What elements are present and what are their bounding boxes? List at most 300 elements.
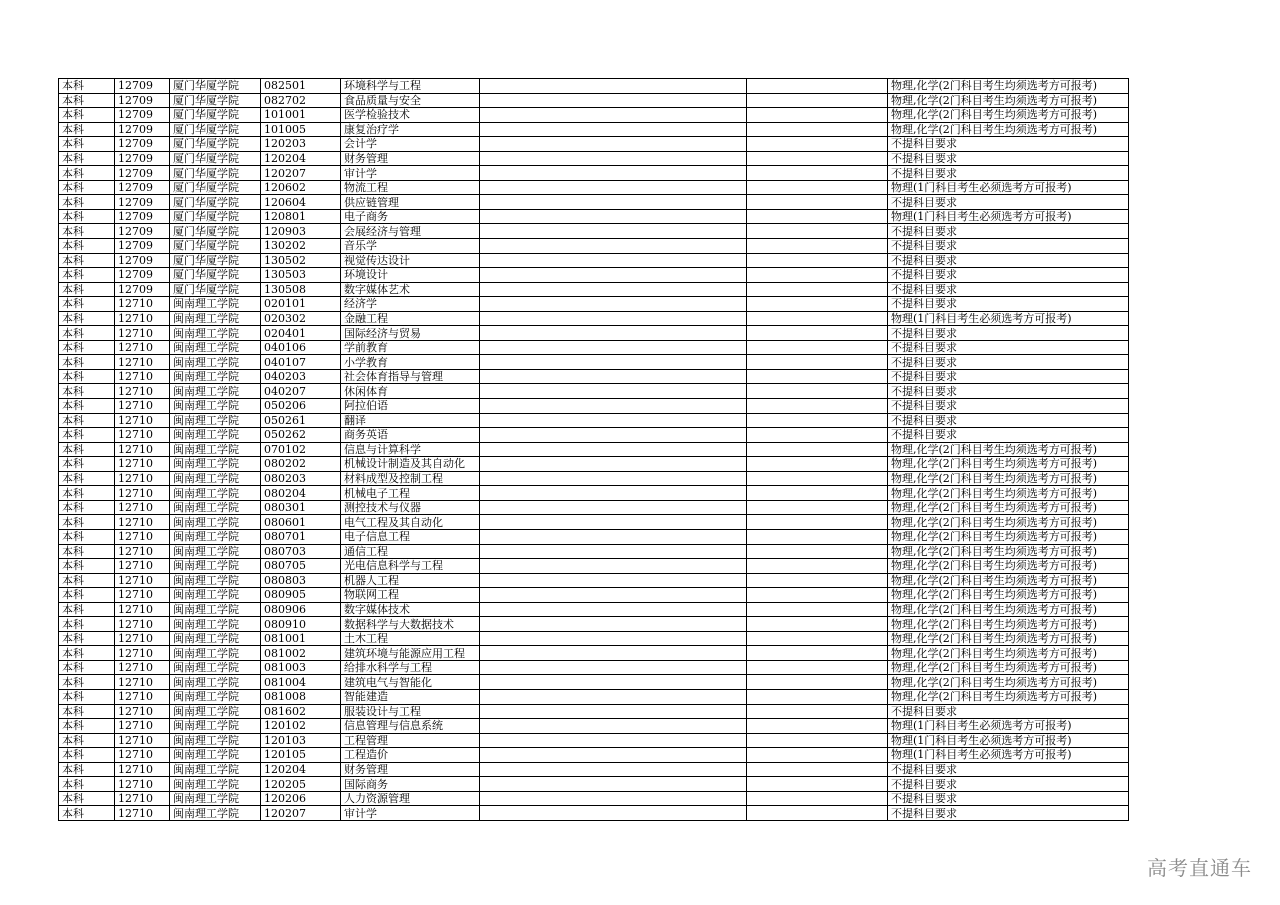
major-code-cell: 081001 bbox=[261, 631, 341, 646]
school-code-cell: 12710 bbox=[115, 311, 170, 326]
blank-cell bbox=[480, 777, 747, 792]
school-name-cell: 闽南理工学院 bbox=[170, 326, 261, 341]
level-cell: 本科 bbox=[59, 631, 115, 646]
school-code-cell: 12710 bbox=[115, 515, 170, 530]
school-name-cell: 闽南理工学院 bbox=[170, 355, 261, 370]
table-row bbox=[59, 428, 1129, 443]
school-name-cell: 闽南理工学院 bbox=[170, 660, 261, 675]
school-name-cell: 厦门华厦学院 bbox=[170, 268, 261, 283]
table-row bbox=[59, 195, 1129, 210]
blank-cell bbox=[480, 297, 747, 312]
major-code-cell: 080301 bbox=[261, 500, 341, 515]
major-code-cell: 081602 bbox=[261, 704, 341, 719]
school-code-cell: 12710 bbox=[115, 617, 170, 632]
table-row bbox=[59, 253, 1129, 268]
school-name-cell: 闽南理工学院 bbox=[170, 471, 261, 486]
blank-cell bbox=[747, 108, 888, 123]
blank-cell bbox=[747, 544, 888, 559]
level-cell: 本科 bbox=[59, 515, 115, 530]
table-row bbox=[59, 180, 1129, 195]
table-row bbox=[59, 471, 1129, 486]
table-row bbox=[59, 137, 1129, 152]
blank-cell bbox=[480, 79, 747, 94]
school-name-cell: 闽南理工学院 bbox=[170, 544, 261, 559]
major-code-cell: 080701 bbox=[261, 529, 341, 544]
subject-requirement-cell: 不提科目要求 bbox=[888, 777, 1129, 792]
level-cell: 本科 bbox=[59, 544, 115, 559]
subject-requirement-cell: 不提科目要求 bbox=[888, 151, 1129, 166]
blank-cell bbox=[747, 675, 888, 690]
table-row bbox=[59, 748, 1129, 763]
subject-requirement-cell: 不提科目要求 bbox=[888, 704, 1129, 719]
blank-cell bbox=[480, 529, 747, 544]
level-cell: 本科 bbox=[59, 340, 115, 355]
subject-requirement-cell: 不提科目要求 bbox=[888, 239, 1129, 254]
level-cell: 本科 bbox=[59, 122, 115, 137]
subject-requirement-cell: 物理,化学(2门科目考生均须选考方可报考) bbox=[888, 500, 1129, 515]
subject-requirement-cell: 物理,化学(2门科目考生均须选考方可报考) bbox=[888, 486, 1129, 501]
blank-cell bbox=[480, 311, 747, 326]
table-row bbox=[59, 500, 1129, 515]
major-code-cell: 080703 bbox=[261, 544, 341, 559]
school-code-cell: 12710 bbox=[115, 457, 170, 472]
major-code-cell: 040207 bbox=[261, 384, 341, 399]
school-code-cell: 12709 bbox=[115, 137, 170, 152]
table-row bbox=[59, 791, 1129, 806]
major-code-cell: 040203 bbox=[261, 369, 341, 384]
major-name-cell: 音乐学 bbox=[341, 239, 480, 254]
school-name-cell: 闽南理工学院 bbox=[170, 457, 261, 472]
school-name-cell: 闽南理工学院 bbox=[170, 297, 261, 312]
table-row bbox=[59, 326, 1129, 341]
blank-cell bbox=[747, 355, 888, 370]
major-name-cell: 机械设计制造及其自动化 bbox=[341, 457, 480, 472]
major-code-cell: 080906 bbox=[261, 602, 341, 617]
blank-cell bbox=[747, 719, 888, 734]
major-name-cell: 财务管理 bbox=[341, 762, 480, 777]
blank-cell bbox=[480, 399, 747, 414]
subject-requirement-cell: 不提科目要求 bbox=[888, 806, 1129, 821]
level-cell: 本科 bbox=[59, 326, 115, 341]
table-row bbox=[59, 806, 1129, 821]
school-name-cell: 闽南理工学院 bbox=[170, 602, 261, 617]
school-code-cell: 12710 bbox=[115, 631, 170, 646]
level-cell: 本科 bbox=[59, 209, 115, 224]
blank-cell bbox=[747, 195, 888, 210]
blank-cell bbox=[747, 399, 888, 414]
blank-cell bbox=[480, 602, 747, 617]
blank-cell bbox=[480, 471, 747, 486]
major-code-cell: 082501 bbox=[261, 79, 341, 94]
level-cell: 本科 bbox=[59, 399, 115, 414]
blank-cell bbox=[747, 224, 888, 239]
major-name-cell: 经济学 bbox=[341, 297, 480, 312]
blank-cell bbox=[747, 617, 888, 632]
major-name-cell: 智能建造 bbox=[341, 689, 480, 704]
subject-requirement-cell: 不提科目要求 bbox=[888, 384, 1129, 399]
table-row bbox=[59, 588, 1129, 603]
major-name-cell: 康复治疗学 bbox=[341, 122, 480, 137]
blank-cell bbox=[747, 239, 888, 254]
blank-cell bbox=[747, 180, 888, 195]
subject-requirement-cell: 物理,化学(2门科目考生均须选考方可报考) bbox=[888, 457, 1129, 472]
subject-requirement-cell: 不提科目要求 bbox=[888, 253, 1129, 268]
subject-requirement-cell: 物理(1门科目考生必须选考方可报考) bbox=[888, 180, 1129, 195]
blank-cell bbox=[480, 137, 747, 152]
major-code-cell: 130503 bbox=[261, 268, 341, 283]
school-name-cell: 厦门华厦学院 bbox=[170, 137, 261, 152]
school-name-cell: 闽南理工学院 bbox=[170, 340, 261, 355]
school-name-cell: 厦门华厦学院 bbox=[170, 195, 261, 210]
blank-cell bbox=[747, 122, 888, 137]
school-code-cell: 12709 bbox=[115, 268, 170, 283]
level-cell: 本科 bbox=[59, 311, 115, 326]
subject-requirement-cell: 不提科目要求 bbox=[888, 791, 1129, 806]
blank-cell bbox=[480, 719, 747, 734]
level-cell: 本科 bbox=[59, 442, 115, 457]
school-code-cell: 12710 bbox=[115, 748, 170, 763]
major-code-cell: 081004 bbox=[261, 675, 341, 690]
major-name-cell: 医学检验技术 bbox=[341, 108, 480, 123]
school-code-cell: 12710 bbox=[115, 529, 170, 544]
major-name-cell: 建筑电气与智能化 bbox=[341, 675, 480, 690]
school-name-cell: 闽南理工学院 bbox=[170, 369, 261, 384]
school-name-cell: 闽南理工学院 bbox=[170, 588, 261, 603]
school-code-cell: 12709 bbox=[115, 93, 170, 108]
school-code-cell: 12710 bbox=[115, 399, 170, 414]
blank-cell bbox=[480, 239, 747, 254]
subject-requirement-cell: 不提科目要求 bbox=[888, 297, 1129, 312]
blank-cell bbox=[480, 151, 747, 166]
major-code-cell: 120207 bbox=[261, 806, 341, 821]
blank-cell bbox=[480, 762, 747, 777]
blank-cell bbox=[747, 93, 888, 108]
school-name-cell: 闽南理工学院 bbox=[170, 806, 261, 821]
table-row bbox=[59, 79, 1129, 94]
blank-cell bbox=[480, 791, 747, 806]
table-row bbox=[59, 311, 1129, 326]
school-code-cell: 12710 bbox=[115, 791, 170, 806]
school-code-cell: 12710 bbox=[115, 500, 170, 515]
level-cell: 本科 bbox=[59, 704, 115, 719]
table-row bbox=[59, 108, 1129, 123]
major-code-cell: 120602 bbox=[261, 180, 341, 195]
major-code-cell: 101005 bbox=[261, 122, 341, 137]
table-row bbox=[59, 559, 1129, 574]
blank-cell bbox=[480, 806, 747, 821]
school-code-cell: 12710 bbox=[115, 689, 170, 704]
table-row bbox=[59, 282, 1129, 297]
school-code-cell: 12710 bbox=[115, 588, 170, 603]
table-row bbox=[59, 151, 1129, 166]
blank-cell bbox=[747, 79, 888, 94]
major-name-cell: 光电信息科学与工程 bbox=[341, 559, 480, 574]
school-code-cell: 12710 bbox=[115, 471, 170, 486]
major-name-cell: 国际经济与贸易 bbox=[341, 326, 480, 341]
subject-requirement-cell: 物理,化学(2门科目考生均须选考方可报考) bbox=[888, 660, 1129, 675]
blank-cell bbox=[480, 748, 747, 763]
blank-cell bbox=[747, 631, 888, 646]
table-row bbox=[59, 777, 1129, 792]
school-name-cell: 闽南理工学院 bbox=[170, 428, 261, 443]
school-name-cell: 闽南理工学院 bbox=[170, 777, 261, 792]
school-name-cell: 厦门华厦学院 bbox=[170, 122, 261, 137]
table-row bbox=[59, 239, 1129, 254]
subject-requirements-table bbox=[58, 78, 1129, 821]
subject-requirement-cell: 物理(1门科目考生必须选考方可报考) bbox=[888, 719, 1129, 734]
table-row bbox=[59, 442, 1129, 457]
level-cell: 本科 bbox=[59, 384, 115, 399]
subject-requirement-cell: 物理,化学(2门科目考生均须选考方可报考) bbox=[888, 515, 1129, 530]
major-name-cell: 翻译 bbox=[341, 413, 480, 428]
major-name-cell: 测控技术与仪器 bbox=[341, 500, 480, 515]
blank-cell bbox=[480, 93, 747, 108]
subject-requirement-cell: 物理,化学(2门科目考生均须选考方可报考) bbox=[888, 631, 1129, 646]
subject-requirement-cell: 不提科目要求 bbox=[888, 137, 1129, 152]
table-row bbox=[59, 369, 1129, 384]
blank-cell bbox=[480, 689, 747, 704]
level-cell: 本科 bbox=[59, 733, 115, 748]
school-name-cell: 闽南理工学院 bbox=[170, 311, 261, 326]
school-code-cell: 12710 bbox=[115, 355, 170, 370]
table-row bbox=[59, 166, 1129, 181]
level-cell: 本科 bbox=[59, 151, 115, 166]
major-name-cell: 视觉传达设计 bbox=[341, 253, 480, 268]
subject-requirement-cell: 物理,化学(2门科目考生均须选考方可报考) bbox=[888, 689, 1129, 704]
school-code-cell: 12710 bbox=[115, 675, 170, 690]
blank-cell bbox=[747, 471, 888, 486]
table-row bbox=[59, 646, 1129, 661]
level-cell: 本科 bbox=[59, 93, 115, 108]
table-row bbox=[59, 733, 1129, 748]
school-code-cell: 12710 bbox=[115, 326, 170, 341]
level-cell: 本科 bbox=[59, 588, 115, 603]
blank-cell bbox=[480, 108, 747, 123]
major-code-cell: 120103 bbox=[261, 733, 341, 748]
blank-cell bbox=[747, 791, 888, 806]
level-cell: 本科 bbox=[59, 762, 115, 777]
school-code-cell: 12709 bbox=[115, 253, 170, 268]
major-name-cell: 数字媒体艺术 bbox=[341, 282, 480, 297]
level-cell: 本科 bbox=[59, 559, 115, 574]
major-code-cell: 020101 bbox=[261, 297, 341, 312]
subject-requirement-cell: 物理,化学(2门科目考生均须选考方可报考) bbox=[888, 79, 1129, 94]
table-row bbox=[59, 457, 1129, 472]
level-cell: 本科 bbox=[59, 602, 115, 617]
blank-cell bbox=[480, 559, 747, 574]
major-code-cell: 080905 bbox=[261, 588, 341, 603]
school-name-cell: 厦门华厦学院 bbox=[170, 180, 261, 195]
level-cell: 本科 bbox=[59, 413, 115, 428]
blank-cell bbox=[747, 515, 888, 530]
school-code-cell: 12710 bbox=[115, 719, 170, 734]
major-code-cell: 120204 bbox=[261, 762, 341, 777]
major-code-cell: 080803 bbox=[261, 573, 341, 588]
major-code-cell: 070102 bbox=[261, 442, 341, 457]
school-code-cell: 12709 bbox=[115, 224, 170, 239]
blank-cell bbox=[747, 733, 888, 748]
level-cell: 本科 bbox=[59, 79, 115, 94]
level-cell: 本科 bbox=[59, 239, 115, 254]
school-name-cell: 闽南理工学院 bbox=[170, 486, 261, 501]
blank-cell bbox=[480, 268, 747, 283]
school-name-cell: 厦门华厦学院 bbox=[170, 93, 261, 108]
major-code-cell: 050206 bbox=[261, 399, 341, 414]
table-row bbox=[59, 297, 1129, 312]
major-name-cell: 社会体育指导与管理 bbox=[341, 369, 480, 384]
blank-cell bbox=[747, 762, 888, 777]
major-name-cell: 金融工程 bbox=[341, 311, 480, 326]
blank-cell bbox=[480, 660, 747, 675]
major-code-cell: 101001 bbox=[261, 108, 341, 123]
major-code-cell: 130202 bbox=[261, 239, 341, 254]
blank-cell bbox=[747, 166, 888, 181]
blank-cell bbox=[747, 777, 888, 792]
level-cell: 本科 bbox=[59, 791, 115, 806]
blank-cell bbox=[747, 529, 888, 544]
blank-cell bbox=[480, 704, 747, 719]
blank-cell bbox=[480, 675, 747, 690]
blank-cell bbox=[480, 457, 747, 472]
school-name-cell: 闽南理工学院 bbox=[170, 529, 261, 544]
major-code-cell: 040106 bbox=[261, 340, 341, 355]
school-name-cell: 厦门华厦学院 bbox=[170, 108, 261, 123]
blank-cell bbox=[480, 573, 747, 588]
level-cell: 本科 bbox=[59, 486, 115, 501]
level-cell: 本科 bbox=[59, 253, 115, 268]
table-row bbox=[59, 224, 1129, 239]
blank-cell bbox=[480, 617, 747, 632]
school-code-cell: 12709 bbox=[115, 239, 170, 254]
table-row bbox=[59, 413, 1129, 428]
subject-requirement-cell: 物理,化学(2门科目考生均须选考方可报考) bbox=[888, 529, 1129, 544]
school-name-cell: 闽南理工学院 bbox=[170, 704, 261, 719]
major-code-cell: 130508 bbox=[261, 282, 341, 297]
blank-cell bbox=[747, 311, 888, 326]
subject-requirement-cell: 不提科目要求 bbox=[888, 166, 1129, 181]
school-code-cell: 12710 bbox=[115, 297, 170, 312]
table-row bbox=[59, 660, 1129, 675]
table-row bbox=[59, 631, 1129, 646]
subject-requirement-cell: 不提科目要求 bbox=[888, 282, 1129, 297]
table-row bbox=[59, 93, 1129, 108]
subject-requirement-cell: 不提科目要求 bbox=[888, 762, 1129, 777]
blank-cell bbox=[480, 224, 747, 239]
level-cell: 本科 bbox=[59, 282, 115, 297]
school-code-cell: 12710 bbox=[115, 340, 170, 355]
level-cell: 本科 bbox=[59, 457, 115, 472]
level-cell: 本科 bbox=[59, 428, 115, 443]
blank-cell bbox=[480, 166, 747, 181]
subject-requirement-cell: 不提科目要求 bbox=[888, 413, 1129, 428]
school-code-cell: 12710 bbox=[115, 442, 170, 457]
blank-cell bbox=[747, 486, 888, 501]
major-code-cell: 080705 bbox=[261, 559, 341, 574]
major-name-cell: 建筑环境与能源应用工程 bbox=[341, 646, 480, 661]
school-name-cell: 闽南理工学院 bbox=[170, 573, 261, 588]
major-name-cell: 供应链管理 bbox=[341, 195, 480, 210]
level-cell: 本科 bbox=[59, 806, 115, 821]
major-name-cell: 审计学 bbox=[341, 806, 480, 821]
subject-requirement-cell: 不提科目要求 bbox=[888, 369, 1129, 384]
major-code-cell: 080203 bbox=[261, 471, 341, 486]
blank-cell bbox=[747, 151, 888, 166]
table-row bbox=[59, 544, 1129, 559]
school-name-cell: 闽南理工学院 bbox=[170, 617, 261, 632]
level-cell: 本科 bbox=[59, 573, 115, 588]
blank-cell bbox=[747, 369, 888, 384]
subject-requirement-cell: 物理(1门科目考生必须选考方可报考) bbox=[888, 748, 1129, 763]
major-name-cell: 财务管理 bbox=[341, 151, 480, 166]
subject-requirement-cell: 物理,化学(2门科目考生均须选考方可报考) bbox=[888, 646, 1129, 661]
major-name-cell: 休闲体育 bbox=[341, 384, 480, 399]
major-code-cell: 020302 bbox=[261, 311, 341, 326]
school-name-cell: 厦门华厦学院 bbox=[170, 166, 261, 181]
blank-cell bbox=[747, 500, 888, 515]
school-code-cell: 12710 bbox=[115, 777, 170, 792]
major-code-cell: 050261 bbox=[261, 413, 341, 428]
major-name-cell: 数据科学与大数据技术 bbox=[341, 617, 480, 632]
blank-cell bbox=[480, 515, 747, 530]
blank-cell bbox=[480, 646, 747, 661]
level-cell: 本科 bbox=[59, 195, 115, 210]
school-code-cell: 12710 bbox=[115, 559, 170, 574]
subject-requirement-cell: 不提科目要求 bbox=[888, 326, 1129, 341]
subject-requirement-cell: 物理,化学(2门科目考生均须选考方可报考) bbox=[888, 544, 1129, 559]
major-name-cell: 会计学 bbox=[341, 137, 480, 152]
level-cell: 本科 bbox=[59, 529, 115, 544]
major-code-cell: 120207 bbox=[261, 166, 341, 181]
level-cell: 本科 bbox=[59, 297, 115, 312]
blank-cell bbox=[747, 209, 888, 224]
blank-cell bbox=[480, 122, 747, 137]
school-code-cell: 12710 bbox=[115, 369, 170, 384]
blank-cell bbox=[747, 646, 888, 661]
school-name-cell: 厦门华厦学院 bbox=[170, 224, 261, 239]
table-row bbox=[59, 268, 1129, 283]
subject-requirement-cell: 物理,化学(2门科目考生均须选考方可报考) bbox=[888, 588, 1129, 603]
school-code-cell: 12709 bbox=[115, 209, 170, 224]
school-name-cell: 闽南理工学院 bbox=[170, 719, 261, 734]
blank-cell bbox=[747, 413, 888, 428]
major-name-cell: 食品质量与安全 bbox=[341, 93, 480, 108]
blank-cell bbox=[480, 428, 747, 443]
subject-requirement-cell: 物理,化学(2门科目考生均须选考方可报考) bbox=[888, 559, 1129, 574]
school-name-cell: 闽南理工学院 bbox=[170, 559, 261, 574]
major-code-cell: 080910 bbox=[261, 617, 341, 632]
school-name-cell: 闽南理工学院 bbox=[170, 646, 261, 661]
blank-cell bbox=[480, 282, 747, 297]
blank-cell bbox=[747, 689, 888, 704]
level-cell: 本科 bbox=[59, 646, 115, 661]
blank-cell bbox=[747, 704, 888, 719]
major-code-cell: 120204 bbox=[261, 151, 341, 166]
school-name-cell: 闽南理工学院 bbox=[170, 413, 261, 428]
table-row bbox=[59, 515, 1129, 530]
major-name-cell: 人力资源管理 bbox=[341, 791, 480, 806]
major-name-cell: 土木工程 bbox=[341, 631, 480, 646]
school-code-cell: 12709 bbox=[115, 195, 170, 210]
subject-requirement-cell: 物理,化学(2门科目考生均须选考方可报考) bbox=[888, 602, 1129, 617]
table-row bbox=[59, 689, 1129, 704]
blank-cell bbox=[480, 326, 747, 341]
major-code-cell: 120203 bbox=[261, 137, 341, 152]
school-name-cell: 厦门华厦学院 bbox=[170, 239, 261, 254]
school-code-cell: 12709 bbox=[115, 166, 170, 181]
major-name-cell: 电子信息工程 bbox=[341, 529, 480, 544]
blank-cell bbox=[480, 588, 747, 603]
blank-cell bbox=[480, 209, 747, 224]
